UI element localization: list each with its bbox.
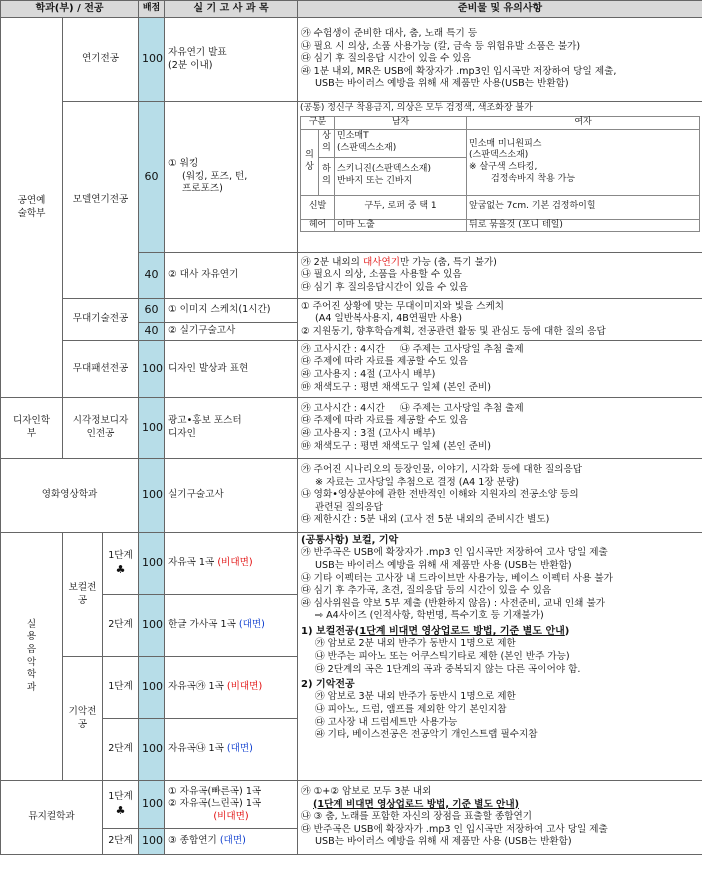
subject-vocal-1: 자유곡 1곡 (비대면)	[165, 533, 298, 595]
score-inst-2: 100	[139, 719, 165, 781]
major-acting: 연기전공	[63, 18, 139, 102]
score-design: 100	[139, 398, 165, 459]
subject-vocal-2: 한글 가사곡 1곡 (대면)	[165, 595, 298, 657]
score-film: 100	[139, 459, 165, 533]
subject-model-line: ② 대사 자유연기	[165, 253, 298, 299]
major-inst: 기악전공	[63, 657, 103, 781]
header-dept: 학과(부) / 전공	[1, 1, 139, 18]
stage-inst-2: 2단계	[103, 719, 139, 781]
subject-acting: 자유연기 발표 (2분 이내)	[165, 18, 298, 102]
subject-inst-2: 자유곡㉯ 1곡 (대면)	[165, 719, 298, 781]
score-musical-2: 100	[139, 829, 165, 855]
notes-design: ㉮ 고사시간 : 4시간 ㉯ 주제는 고사당일 추첨 출제 ㉰ 주제에 따라 자료를 제공할 수도 있음 ㉱ 고사용지 : 3절 (고사시 배부) ㉲ 채색도구 : 평면 채색도구 일체 (본인 준비)	[298, 398, 702, 459]
score-musical-1: 100	[139, 781, 165, 829]
subject-musical-1: ① 자유곡(빠른곡) 1곡 ② 자유곡(느린곡) 1곡 (비대면)	[165, 781, 298, 829]
score-vocal-2: 100	[139, 595, 165, 657]
stage-vocal-2: 2단계	[103, 595, 139, 657]
notes-model-line: ㉮ 2분 내외의 대사연기만 가능 (춤, 특기 불가) ㉯ 필요시 의상, 소품을 사용할 수 있음 ㉰ 심기 후 질의응답시간이 있을 수 있음	[298, 253, 702, 299]
club-icon: ♣	[115, 562, 126, 576]
header-notes: 준비물 및 유의사항	[298, 1, 702, 18]
major-design: 시각정보디자인전공	[63, 398, 139, 459]
notes-musical: ㉮ ①+② 암보로 모두 3분 내외 (1단계 비대면 영상업로드 방법, 기준 별도 안내) ㉯ ③ 춤, 노래를 포함한 자신의 장점을 표출할 종합연기 ㉰ 반주곡은 USB에 확장자가 .mp3 인 입시곡만 저장하여 고사 당일 제출 USB는 바이러스 예방을 위해 새 제품만 사용 (USB는 반환함)	[298, 781, 702, 855]
dress-code-table: 구분 남자 여자 의상 상의 민소매T (스판덱스소재) 민소매 미니원피스 (스판덱스소재) ※ 살구색 스타킹, 검정속바지 착용 가능 하의 스키니진(스판덱스소재) 반바지 또는 긴바지 신발 구두, 로퍼 중 택 1 앞굽없는 7cm. 기본 검정하이힐 헤어 이마 노출 뒤로 묶을것 (포니 테일)	[300, 116, 700, 232]
header-row	[1, 1, 702, 18]
score-inst-1: 100	[139, 657, 165, 719]
subject-stage-tech-2: ② 실기구술고사	[165, 323, 298, 341]
header-score: 배점	[139, 1, 165, 18]
score-stage-tech-1: 60	[139, 299, 165, 323]
row-stage-fashion	[1, 341, 702, 398]
row-film	[1, 459, 702, 533]
row-acting	[1, 18, 702, 102]
major-stage-fashion: 무대패션전공	[63, 341, 139, 398]
subject-stage-tech-1: ① 이미지 스케치(1시간)	[165, 299, 298, 323]
notes-model-walk: (공통) 정신구 착용금지, 의상은 모두 검정색, 색조화장 불가 구분 남자 여자 의상 상의 민소매T (스판덱스소재) 민소매 미니원피스 (스판덱스소재) ※ 살구색 스타킹, 검정속바지 착용 가능 하의 스키니진(스판덱스소재) 반바지 또는 긴바지 신발 구두, 로퍼 중 택 1 앞굽없는 7cm. 기본 검정하이힐 헤어 이마 노출 뒤로 묶을것 (포니 테일)	[298, 102, 702, 253]
dept-musical: 뮤지컬학과	[1, 781, 103, 855]
score-stage-tech-2: 40	[139, 323, 165, 341]
score-vocal-1: 100	[139, 533, 165, 595]
major-stage-tech: 무대기술전공	[63, 299, 139, 341]
subject-stage-fashion: 디자인 발상과 표현	[165, 341, 298, 398]
club-icon: ♣	[115, 803, 126, 817]
subject-film: 실기구술고사	[165, 459, 298, 533]
row-design	[1, 398, 702, 459]
subject-model-walk: ① 워킹 (워킹, 포즈, 턴, 프로포즈)	[165, 102, 298, 253]
dept-film: 영화영상학과	[1, 459, 139, 533]
row-vocal-1	[1, 533, 702, 595]
score-model-walk: 60	[139, 102, 165, 253]
score-model-line: 40	[139, 253, 165, 299]
notes-acting: ㉮ 수험생이 준비한 대사, 춤, 노래 특기 등 ㉯ 필요 시 의상, 소품 사용가능 (칼, 금속 등 위험유발 소품은 불가) ㉰ 심기 후 질의응답 시간이 있을 수 있음 ㉱ 1분 내외, MR은 USB에 확장자가 .mp3인 입시곡만 저장하여 당일 제출, USB는 바이러스 예방을 위해 새 제품만 사용(USB는 반환함)	[298, 18, 702, 102]
dept-performing: 공연예술학부	[1, 18, 63, 398]
notes-music: (공통사항) 보컬, 기악 ㉮ 반주곡은 USB에 확장자가 .mp3 인 입시곡만 저장하여 고사 당일 제출 USB는 바이러스 예방을 위해 새 제품만 사용 (USB는 반환함) ㉯ 기타 이펙터는 고사장 내 드라이브만 사용가능, 베이스 이펙터 사용 불가 ㉰ 심기 후 추가곡, 초견, 질의응답 등의 시간이 있을 수 있음 ㉱ 심사위원을 약보 5부 제출 (반환하지 않음) : 사전준비, 교내 인쇄 불가 ⇨ A4사이즈 (인적사항, 학번명, 특수기호 등 기재불가) 1) 보컬전공(1단계 비대면 영상업로드 방법, 기준 별도 안내) ㉮ 암보로 2분 내외 반주가 동반시 1명으로 제한 ㉯ 반주는 피아노 또는 어쿠스틱기타로 제한 (본인 반주 가능) ㉰ 2단계의 곡은 1단계의 곡과 중복되지 않는 다른 곡이어야 함. 2) 기악전공 ㉮ 암보로 3분 내외 반주가 동반시 1명으로 제한 ㉯ 피아노, 드럼, 앰프를 제외한 악기 본인지참 ㉰ 고사장 내 드럼세트만 사용가능 ㉱ 기타, 베이스전공은 전공악기 개인스트랩 필수지참	[298, 533, 702, 781]
notes-stage-fashion: ㉮ 고사시간 : 4시간 ㉯ 주제는 고사당일 추첨 출제 ㉰ 주제에 따라 자료를 제공할 수도 있음 ㉱ 고사용지 : 4절 (고사시 배부) ㉲ 채색도구 : 평면 채색도구 일체 (본인 준비)	[298, 341, 702, 398]
major-model: 모델연기전공	[63, 102, 139, 299]
dept-design: 디자인학부	[1, 398, 63, 459]
subject-design: 광고•홍보 포스터 디자인	[165, 398, 298, 459]
stage-vocal-1: 1단계 ♣	[103, 533, 139, 595]
stage-musical-2: 2단계	[103, 829, 139, 855]
notes-stage-tech: ① 주어진 상황에 맞는 무대이미지와 빛을 스케치 (A4 일반복사용지, 4B연필만 사용) ② 지원동기, 향후학습계획, 전공관련 활동 및 관심도 등에 대한 질의 응답	[298, 299, 702, 341]
notes-film: ㉮ 주어진 시나리오의 등장인물, 이야기, 시각화 등에 대한 질의응답 ※ 자료는 고사당일 추첨으로 결정 (A4 1장 분량) ㉯ 영화•영상분야에 관한 전반적인 이해와 지원자의 전공소양 등의 관련된 질의응답 ㉰ 제한시간 : 5분 내외 (고사 전 5분 내외의 준비시간 별도)	[298, 459, 702, 533]
major-vocal: 보컬전공	[63, 533, 103, 657]
row-model-walk	[1, 102, 702, 253]
dept-music: 실용음악학과	[1, 533, 63, 781]
subject-inst-1: 자유곡㉮ 1곡 (비대면)	[165, 657, 298, 719]
stage-inst-1: 1단계	[103, 657, 139, 719]
row-musical-1	[1, 781, 702, 829]
score-acting: 100	[139, 18, 165, 102]
header-subject: 실 기 고 사 과 목	[165, 1, 298, 18]
row-stage-tech-1	[1, 299, 702, 323]
stage-musical-1: 1단계 ♣	[103, 781, 139, 829]
subject-musical-2: ③ 종합연기 (대면)	[165, 829, 298, 855]
score-stage-fashion: 100	[139, 341, 165, 398]
